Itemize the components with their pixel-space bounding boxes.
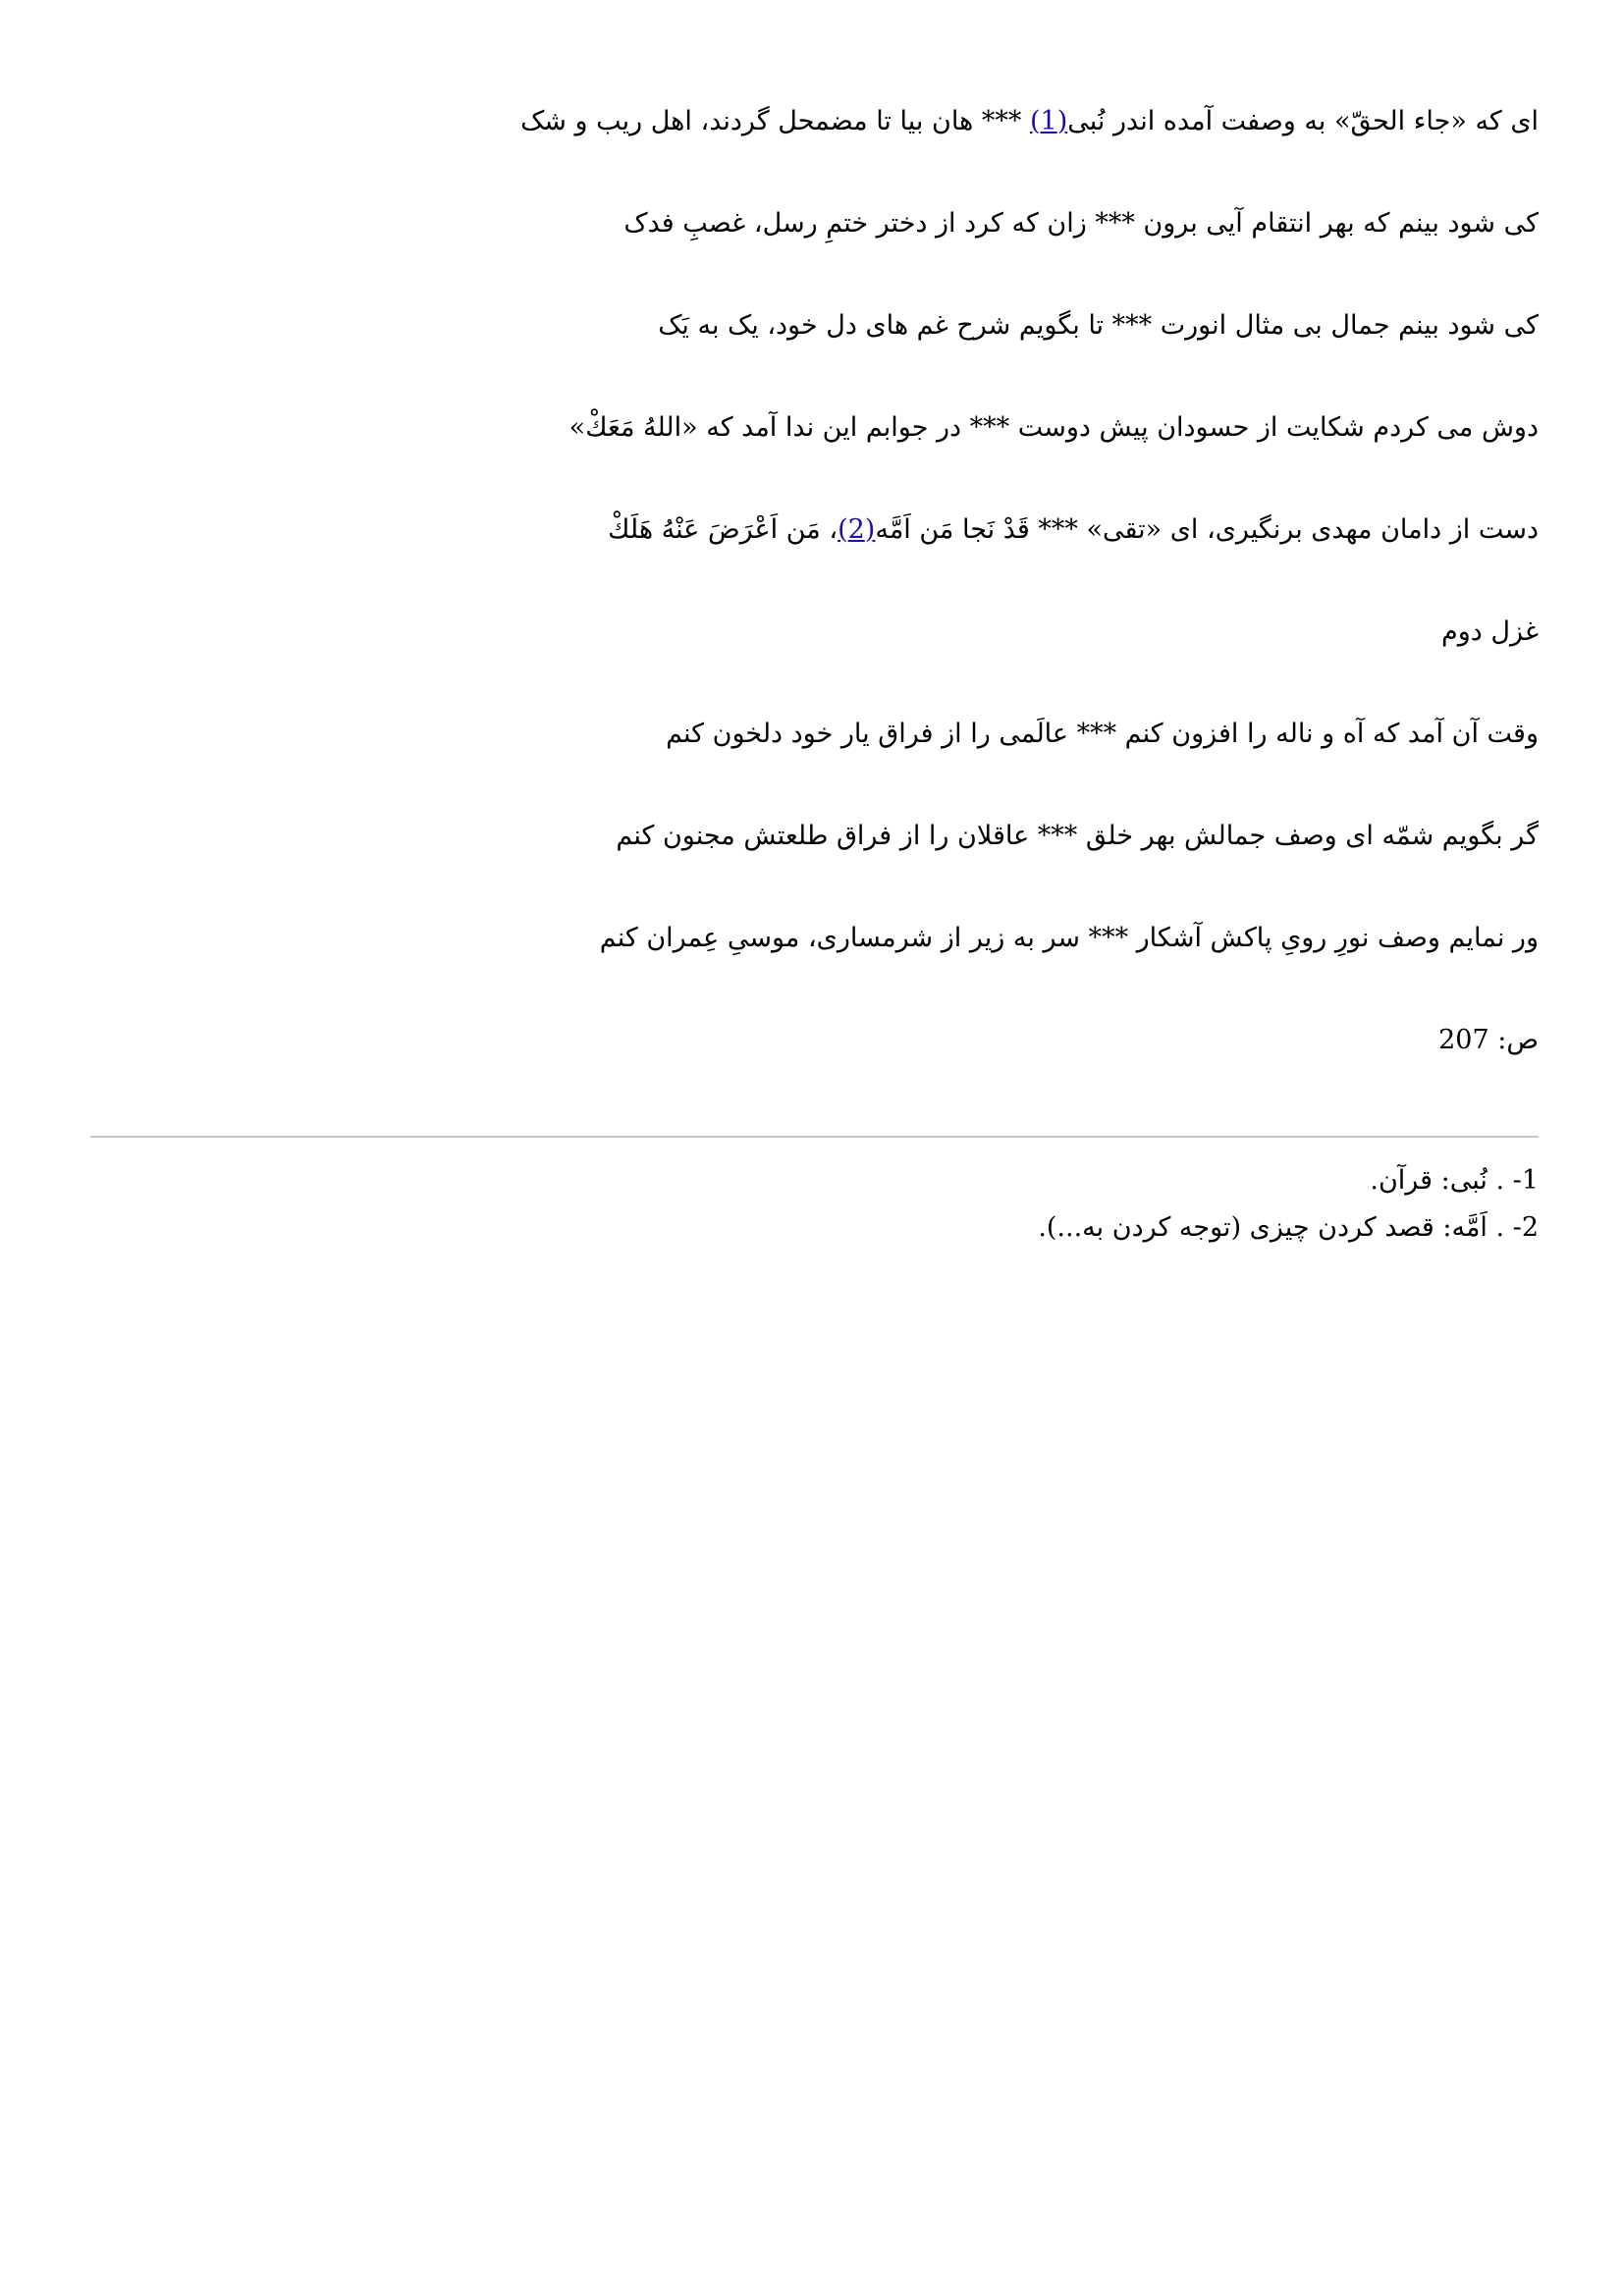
verse-line-5-end: ، مَن اَعْرَضَ عَنْهُ هَلَكْ (608, 514, 839, 545)
verse-line-1-start: ای که «جاء الحقّ» به وصفت آمده اندر نُبی (1067, 106, 1539, 136)
verse-line-1-end: *** هان بیا تا مضمحل گردند، اهل ریب و شک (520, 106, 1030, 136)
page-number: ص: 207 (1438, 1025, 1539, 1055)
verse-line-8: ور نمایم وصف نورِ رویِ پاکش آشکار *** سر به زیر از شرمساری، موسیِ عِمران کنم (599, 923, 1539, 953)
verse-line-6: وقت آن آمد که آه و ناله را افزون کنم *** عالَمی را از فراق یار خود دلخون کنم (666, 719, 1539, 749)
footnote-divider (90, 1136, 1539, 1138)
verse-line-2: کی شود بینم که بهر انتقام آیی برون *** زان که کرد از دختر ختمِ رسل، غصبِ فدک (623, 208, 1539, 239)
verse-line-4: دوش می کردم شکایت از حسودان پیش دوست *** در جوابم این ندا آمد که «اللهُ مَعَكْ» (568, 412, 1539, 443)
verse-line-1 (360, 102, 1539, 141)
verse-line-5-start: دست از دامان مهدی برنگیری، ای «تقی» *** قَدْ نَجا مَن اَمَّه (875, 514, 1539, 545)
section-heading: غزل دوم (1441, 616, 1539, 647)
verse-line-3: کی شود بینم جمال بی مثال انورت *** تا بگویم شرح غم های دل خود، یک به یَک (658, 310, 1539, 341)
footnote-1: 1- . نُبی: قرآن. (1370, 1165, 1539, 1196)
footnote-link-2[interactable]: (2) (838, 514, 876, 545)
verse-line-5 (360, 510, 1539, 550)
footnote-link-1[interactable]: (1) (1029, 106, 1068, 136)
verse-line-7: گر بگویم شمّه ای وصف جمالش بهر خلق *** عاقلان را از فراق طلعتش مجنون کنم (616, 821, 1539, 851)
poem-body (360, 102, 1539, 1060)
footnotes (360, 1161, 1539, 1255)
footnote-2: 2- . اَمَّه: قصد کردن چیزی (توجه کردن به...). (1038, 1212, 1539, 1243)
